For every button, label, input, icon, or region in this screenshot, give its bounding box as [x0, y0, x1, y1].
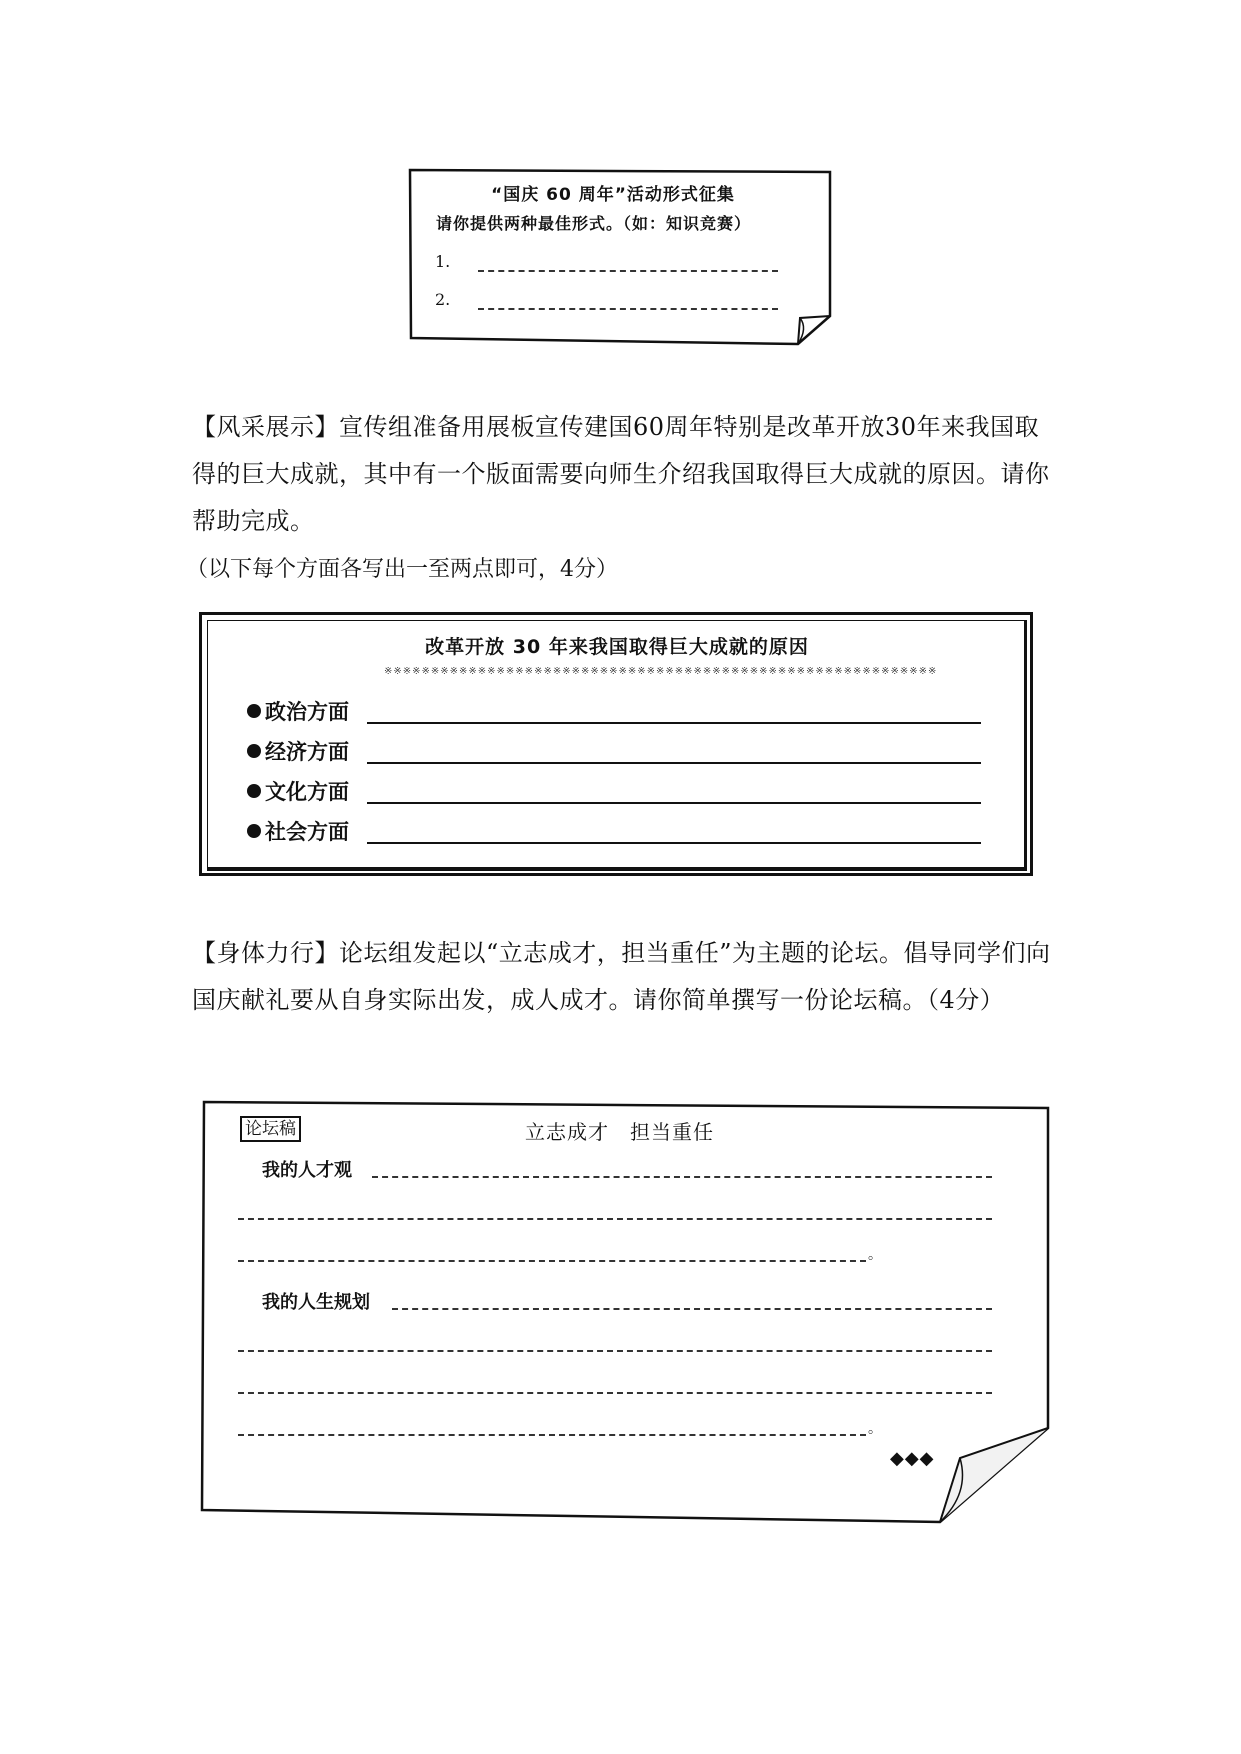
row-culture: 文化方面: [247, 776, 349, 806]
row-politics: 政治方面: [247, 696, 349, 726]
answer-line[interactable]: [372, 1176, 992, 1178]
life-plan-label: 我的人生规划: [262, 1292, 370, 1313]
answer-line-2[interactable]: [478, 308, 778, 310]
row-society: 社会方面: [247, 816, 349, 846]
forum-title: 立志成才 担当重任: [525, 1120, 714, 1144]
bullet-icon: [247, 744, 261, 758]
answer-line-economy[interactable]: [367, 762, 981, 764]
activity-form-card: [408, 168, 838, 346]
reasons-board: [199, 612, 1035, 878]
answer-line-politics[interactable]: [367, 722, 981, 724]
card-title: “国庆 60 周年”活动形式征集: [491, 185, 735, 205]
card-prompt: 请你提供两种最佳形式。（如：知识竞赛）: [436, 214, 752, 233]
bullet-icon: [247, 704, 261, 718]
answer-line-1[interactable]: [478, 270, 778, 272]
decorative-divider: ※※※※※※※※※※※※※※※※※※※※※※※※※※※※※※※※※※※※※※※※※※※※※※※※※※※※※※※※※※※: [384, 666, 938, 677]
row-economy: 经济方面: [247, 736, 349, 766]
answer-line-culture[interactable]: [367, 802, 981, 804]
draft-tag: 论坛稿: [240, 1116, 301, 1142]
item-number-2: 2.: [435, 290, 451, 309]
diamond-icons: ◆◆◆: [890, 1448, 935, 1469]
answer-line[interactable]: [238, 1260, 866, 1262]
scoring-note: （以下每个方面各写出一至两点即可，4分）: [186, 557, 618, 582]
practice-paragraph: 【身体力行】论坛组发起以“立志成才，担当重任”为主题的论坛。倡导同学们向国庆献礼要从自身实际出发，成人成才。请你简单撰写一份论坛稿。（4分）: [192, 939, 1051, 1014]
answer-line[interactable]: [238, 1434, 866, 1436]
bullet-icon: [247, 824, 261, 838]
bullet-icon: [247, 784, 261, 798]
talent-view-label: 我的人才观: [262, 1160, 352, 1181]
board-title: 改革开放 30 年来我国取得巨大成就的原因: [425, 636, 809, 658]
answer-line-society[interactable]: [367, 842, 981, 844]
answer-line[interactable]: [392, 1308, 992, 1310]
end-mark: 。: [868, 1421, 882, 1437]
showcase-paragraph: 【风采展示】宣传组准备用展板宣传建国60周年特别是改革开放30年来我国取得的巨大成就，其中有一个版面需要向师生介绍我国取得巨大成就的原因。请你帮助完成。: [192, 413, 1050, 535]
end-mark: 。: [868, 1247, 882, 1263]
forum-draft-card: [200, 1098, 1055, 1524]
answer-line[interactable]: [238, 1350, 992, 1352]
item-number-1: 1.: [435, 252, 451, 271]
answer-line[interactable]: [238, 1392, 992, 1394]
answer-line[interactable]: [238, 1218, 992, 1220]
